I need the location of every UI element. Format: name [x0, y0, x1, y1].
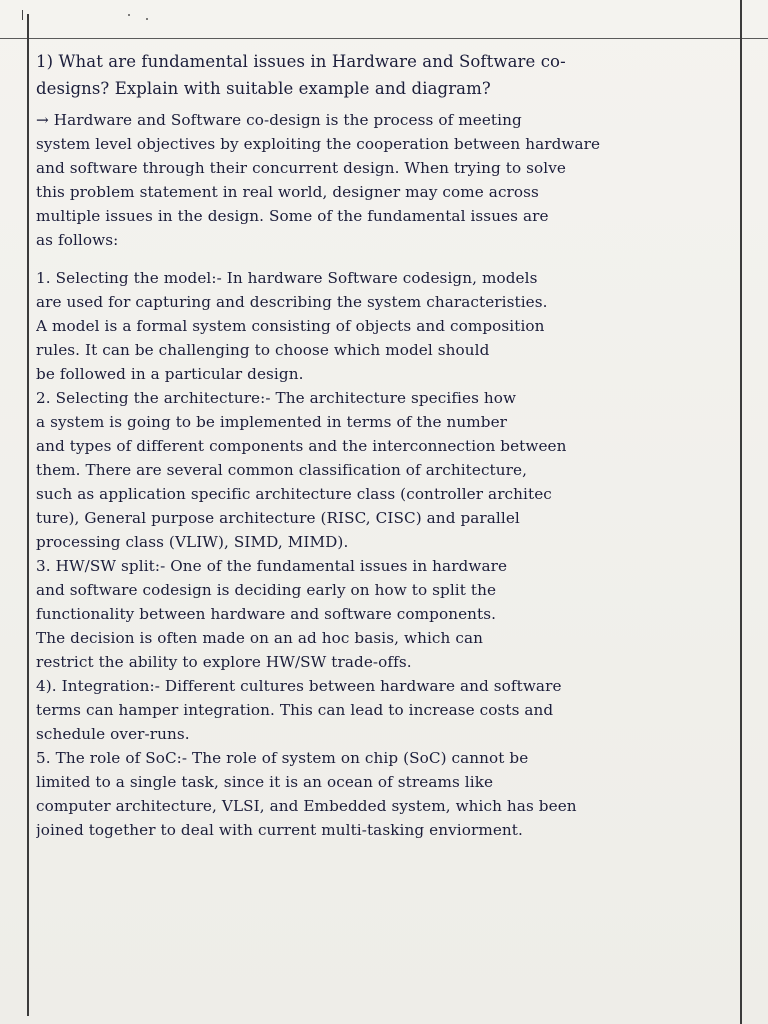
point-line: processing class (VLIW), SIMD, MIMD).: [36, 533, 349, 551]
point-hw-sw-split: [36, 554, 734, 674]
point-line: terms can hamper integration. This can lead to increase costs and: [36, 701, 554, 719]
point-role-of-soc: [36, 746, 734, 842]
intro-line: multiple issues in the design. Some of the fundamental issues are: [36, 207, 549, 225]
point-line: A model is a formal system consisting of objects and composition: [36, 317, 545, 335]
corner-mark: [22, 10, 23, 20]
intro-paragraph: [36, 108, 734, 252]
point-line: and types of different components and the interconnection between: [36, 437, 567, 455]
intro-line: and software through their concurrent design. When trying to solve: [36, 159, 567, 177]
point-line: 5. The role of SoC:- The role of system on chip (SoC) cannot be: [36, 749, 529, 767]
point-selecting-model: [36, 266, 734, 386]
point-line: are used for capturing and describing the system characteristies.: [36, 293, 548, 311]
point-line: such as application specific architecture class (controller architec: [36, 485, 552, 503]
point-line: 2. Selecting the architecture:- The architecture specifies how: [36, 389, 517, 407]
point-line: rules. It can be challenging to choose which model should: [36, 341, 490, 359]
left-margin-line: [27, 14, 29, 1016]
point-line: limited to a single task, since it is an ocean of streams like: [36, 773, 494, 791]
intro-line: → Hardware and Software co-design is the process of meeting: [36, 111, 522, 129]
point-line: a system is going to be implemented in terms of the number: [36, 413, 508, 431]
point-selecting-architecture: [36, 386, 734, 554]
point-integration: [36, 674, 734, 746]
intro-line: this problem statement in real world, designer may come across: [36, 183, 539, 201]
point-line: 4). Integration:- Different cultures between hardware and software: [36, 677, 562, 695]
right-margin-line: [740, 0, 742, 1024]
point-line: joined together to deal with current multi-tasking enviorment.: [36, 821, 523, 839]
question-block: [36, 48, 734, 102]
question-line: designs? Explain with suitable example and diagram?: [36, 79, 491, 98]
question-line: 1) What are fundamental issues in Hardware and Software co-: [36, 52, 566, 71]
point-line: be followed in a particular design.: [36, 365, 304, 383]
point-line: them. There are several common classification of architecture,: [36, 461, 528, 479]
point-line: 1. Selecting the model:- In hardware Software codesign, models: [36, 269, 538, 287]
point-line: The decision is often made on an ad hoc basis, which can: [36, 629, 483, 647]
handwritten-content: [36, 48, 734, 842]
top-rule: [0, 38, 768, 39]
point-line: computer architecture, VLSI, and Embedded system, which has been: [36, 797, 577, 815]
point-line: functionality between hardware and software components.: [36, 605, 497, 623]
point-line: ture), General purpose architecture (RISC, CISC) and parallel: [36, 509, 520, 527]
point-line: restrict the ability to explore HW/SW trade-offs.: [36, 653, 412, 671]
intro-line: system level objectives by exploiting the cooperation between hardware: [36, 135, 601, 153]
point-line: schedule over-runs.: [36, 725, 190, 743]
ink-dot: [128, 14, 130, 16]
ink-dot: [146, 18, 148, 20]
point-line: 3. HW/SW split:- One of the fundamental issues in hardware: [36, 557, 508, 575]
point-line: and software codesign is deciding early on how to split the: [36, 581, 497, 599]
intro-line: as follows:: [36, 231, 119, 249]
